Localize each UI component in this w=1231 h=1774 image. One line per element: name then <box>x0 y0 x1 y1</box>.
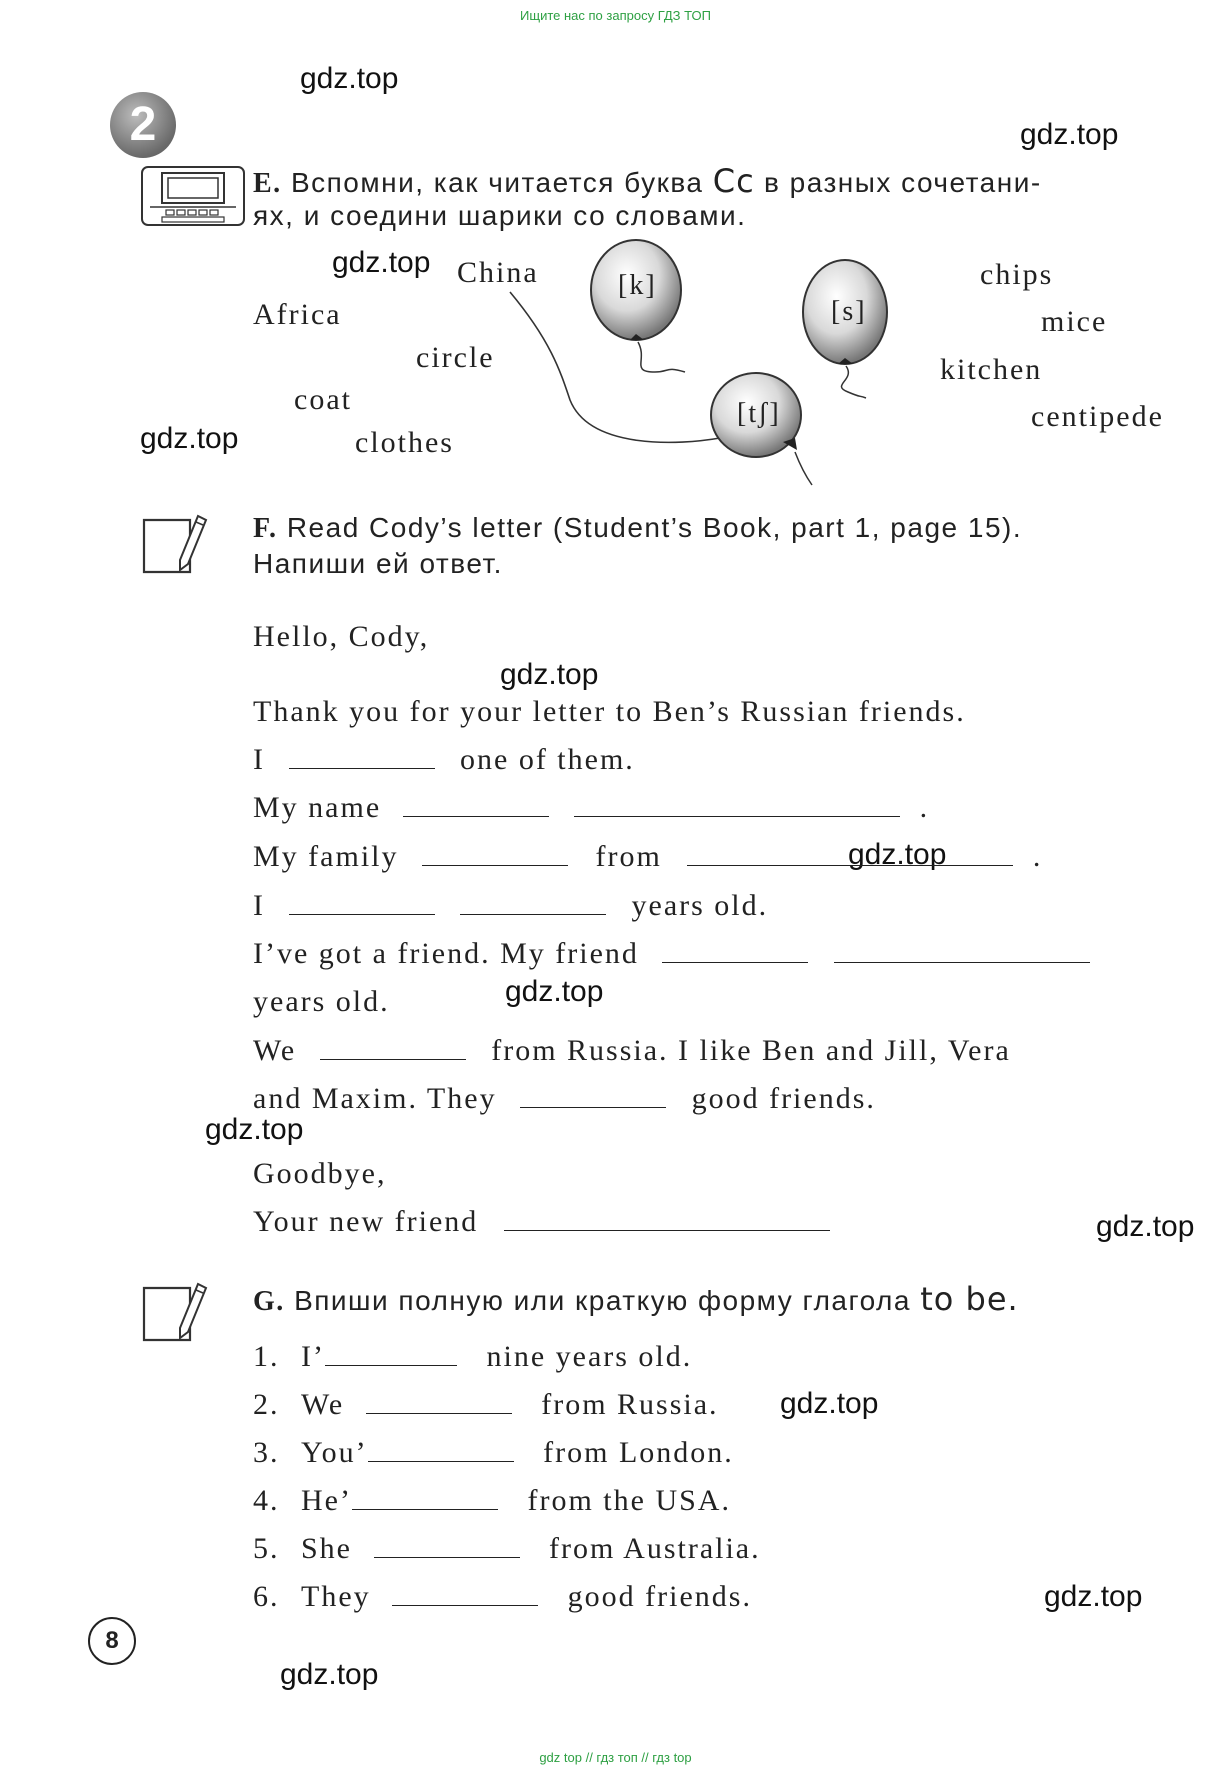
letter-line-1: Thank you for your letter to Ben’s Russian friends. <box>253 695 966 728</box>
watermark: gdz.top <box>140 422 239 455</box>
word-africa: Africa <box>253 298 342 331</box>
section-f-instruction-line2: Напиши ей ответ. <box>253 548 503 579</box>
letter-goodbye: Goodbye, <box>253 1157 387 1190</box>
top-banner: Ищите нас по запросу ГДЗ ТОП <box>520 8 711 23</box>
balloon-tsh-label: [tʃ] <box>737 398 781 429</box>
blank-field[interactable] <box>289 892 435 915</box>
balloon-s-label: [s] <box>831 296 867 327</box>
word-mice: mice <box>1041 305 1108 338</box>
watermark: gdz.top <box>780 1387 879 1420</box>
exercise-item: 2. We from Russia. <box>253 1388 719 1421</box>
exercise-item: 4. He’ from the USA. <box>253 1484 731 1517</box>
blank-field[interactable] <box>352 1487 498 1510</box>
watermark: gdz.top <box>1044 1580 1143 1613</box>
word-circle: circle <box>416 341 495 374</box>
section-e-instruction: E. Вспомни, как читается буква Cc в разных сочетани- <box>253 162 1042 200</box>
pencil-notebook-icon <box>140 1280 210 1344</box>
watermark: gdz.top <box>1020 118 1119 151</box>
exercise-item: 5. She from Australia. <box>253 1532 761 1565</box>
script-to-be: to be. <box>920 1280 1019 1318</box>
word-coat: coat <box>294 383 352 416</box>
blank-field[interactable] <box>403 794 549 817</box>
watermark: gdz.top <box>505 975 604 1008</box>
blank-field[interactable] <box>289 746 435 769</box>
watermark: gdz.top <box>332 246 431 279</box>
balloon-k-label: [k] <box>618 270 657 301</box>
blank-field[interactable] <box>366 1391 512 1414</box>
balloon-k <box>591 240 685 372</box>
blank-field[interactable] <box>320 1037 466 1060</box>
word-clothes: clothes <box>355 426 454 459</box>
letter-line-3: My name . <box>253 791 930 824</box>
script-letter: Cc <box>712 162 755 200</box>
page-number: 8 <box>88 1617 136 1665</box>
watermark: gdz.top <box>280 1658 379 1691</box>
exercise-item: 1. I’ nine years old. <box>253 1340 693 1373</box>
section-e-letter: E. <box>253 168 282 199</box>
blank-field[interactable] <box>520 1085 666 1108</box>
pencil-notebook-icon <box>140 512 210 576</box>
letter-line-6: I’ve got a friend. My friend <box>253 937 1090 971</box>
exercise-item: 6. They good friends. <box>253 1580 752 1613</box>
watermark: gdz.top <box>848 838 947 871</box>
blank-field[interactable] <box>687 843 1013 866</box>
watermark: gdz.top <box>1096 1210 1195 1243</box>
section-f-instruction: F. Read Cody’s letter (Student’s Book, part 1, page 15). <box>253 512 1023 544</box>
section-e-instruction-line2: ях, и соедини шарики со словами. <box>253 200 747 231</box>
letter-signoff: Your new friend <box>253 1205 830 1239</box>
blank-field[interactable] <box>574 794 900 817</box>
blank-field[interactable] <box>392 1583 538 1606</box>
blank-field[interactable] <box>325 1343 457 1366</box>
watermark: gdz.top <box>300 62 399 95</box>
watermark: gdz.top <box>500 658 599 691</box>
blank-field[interactable] <box>460 892 606 915</box>
letter-line-7: years old. <box>253 985 390 1018</box>
word-kitchen: kitchen <box>940 353 1043 386</box>
blank-field[interactable] <box>834 940 1090 963</box>
letter-line-2: I one of them. <box>253 743 635 776</box>
balloon-s <box>803 260 887 398</box>
exercise-item: 3. You’ from London. <box>253 1436 734 1469</box>
letter-line-5: I years old. <box>253 889 769 922</box>
letter-line-9: and Maxim. They good friends. <box>253 1082 876 1115</box>
blank-field[interactable] <box>662 940 808 963</box>
section-g-instruction: G. Впиши полную или краткую форму глагола to be. <box>253 1280 1019 1318</box>
word-centipede: centipede <box>1031 400 1164 433</box>
letter-line-8: We from Russia. I like Ben and Jill, Vera <box>253 1034 1011 1067</box>
unit-badge: 2 <box>110 92 176 158</box>
blank-field[interactable] <box>504 1208 830 1231</box>
blank-field[interactable] <box>368 1439 514 1462</box>
bottom-banner: gdz top // гдз топ // гдз top <box>539 1750 692 1765</box>
word-chips: chips <box>980 258 1054 291</box>
blank-field[interactable] <box>422 843 568 866</box>
letter-line-4: My family from . <box>253 840 1043 873</box>
blank-field[interactable] <box>374 1535 520 1558</box>
watermark: gdz.top <box>205 1113 304 1146</box>
word-china: China <box>457 256 539 289</box>
letter-greeting: Hello, Cody, <box>253 620 430 653</box>
